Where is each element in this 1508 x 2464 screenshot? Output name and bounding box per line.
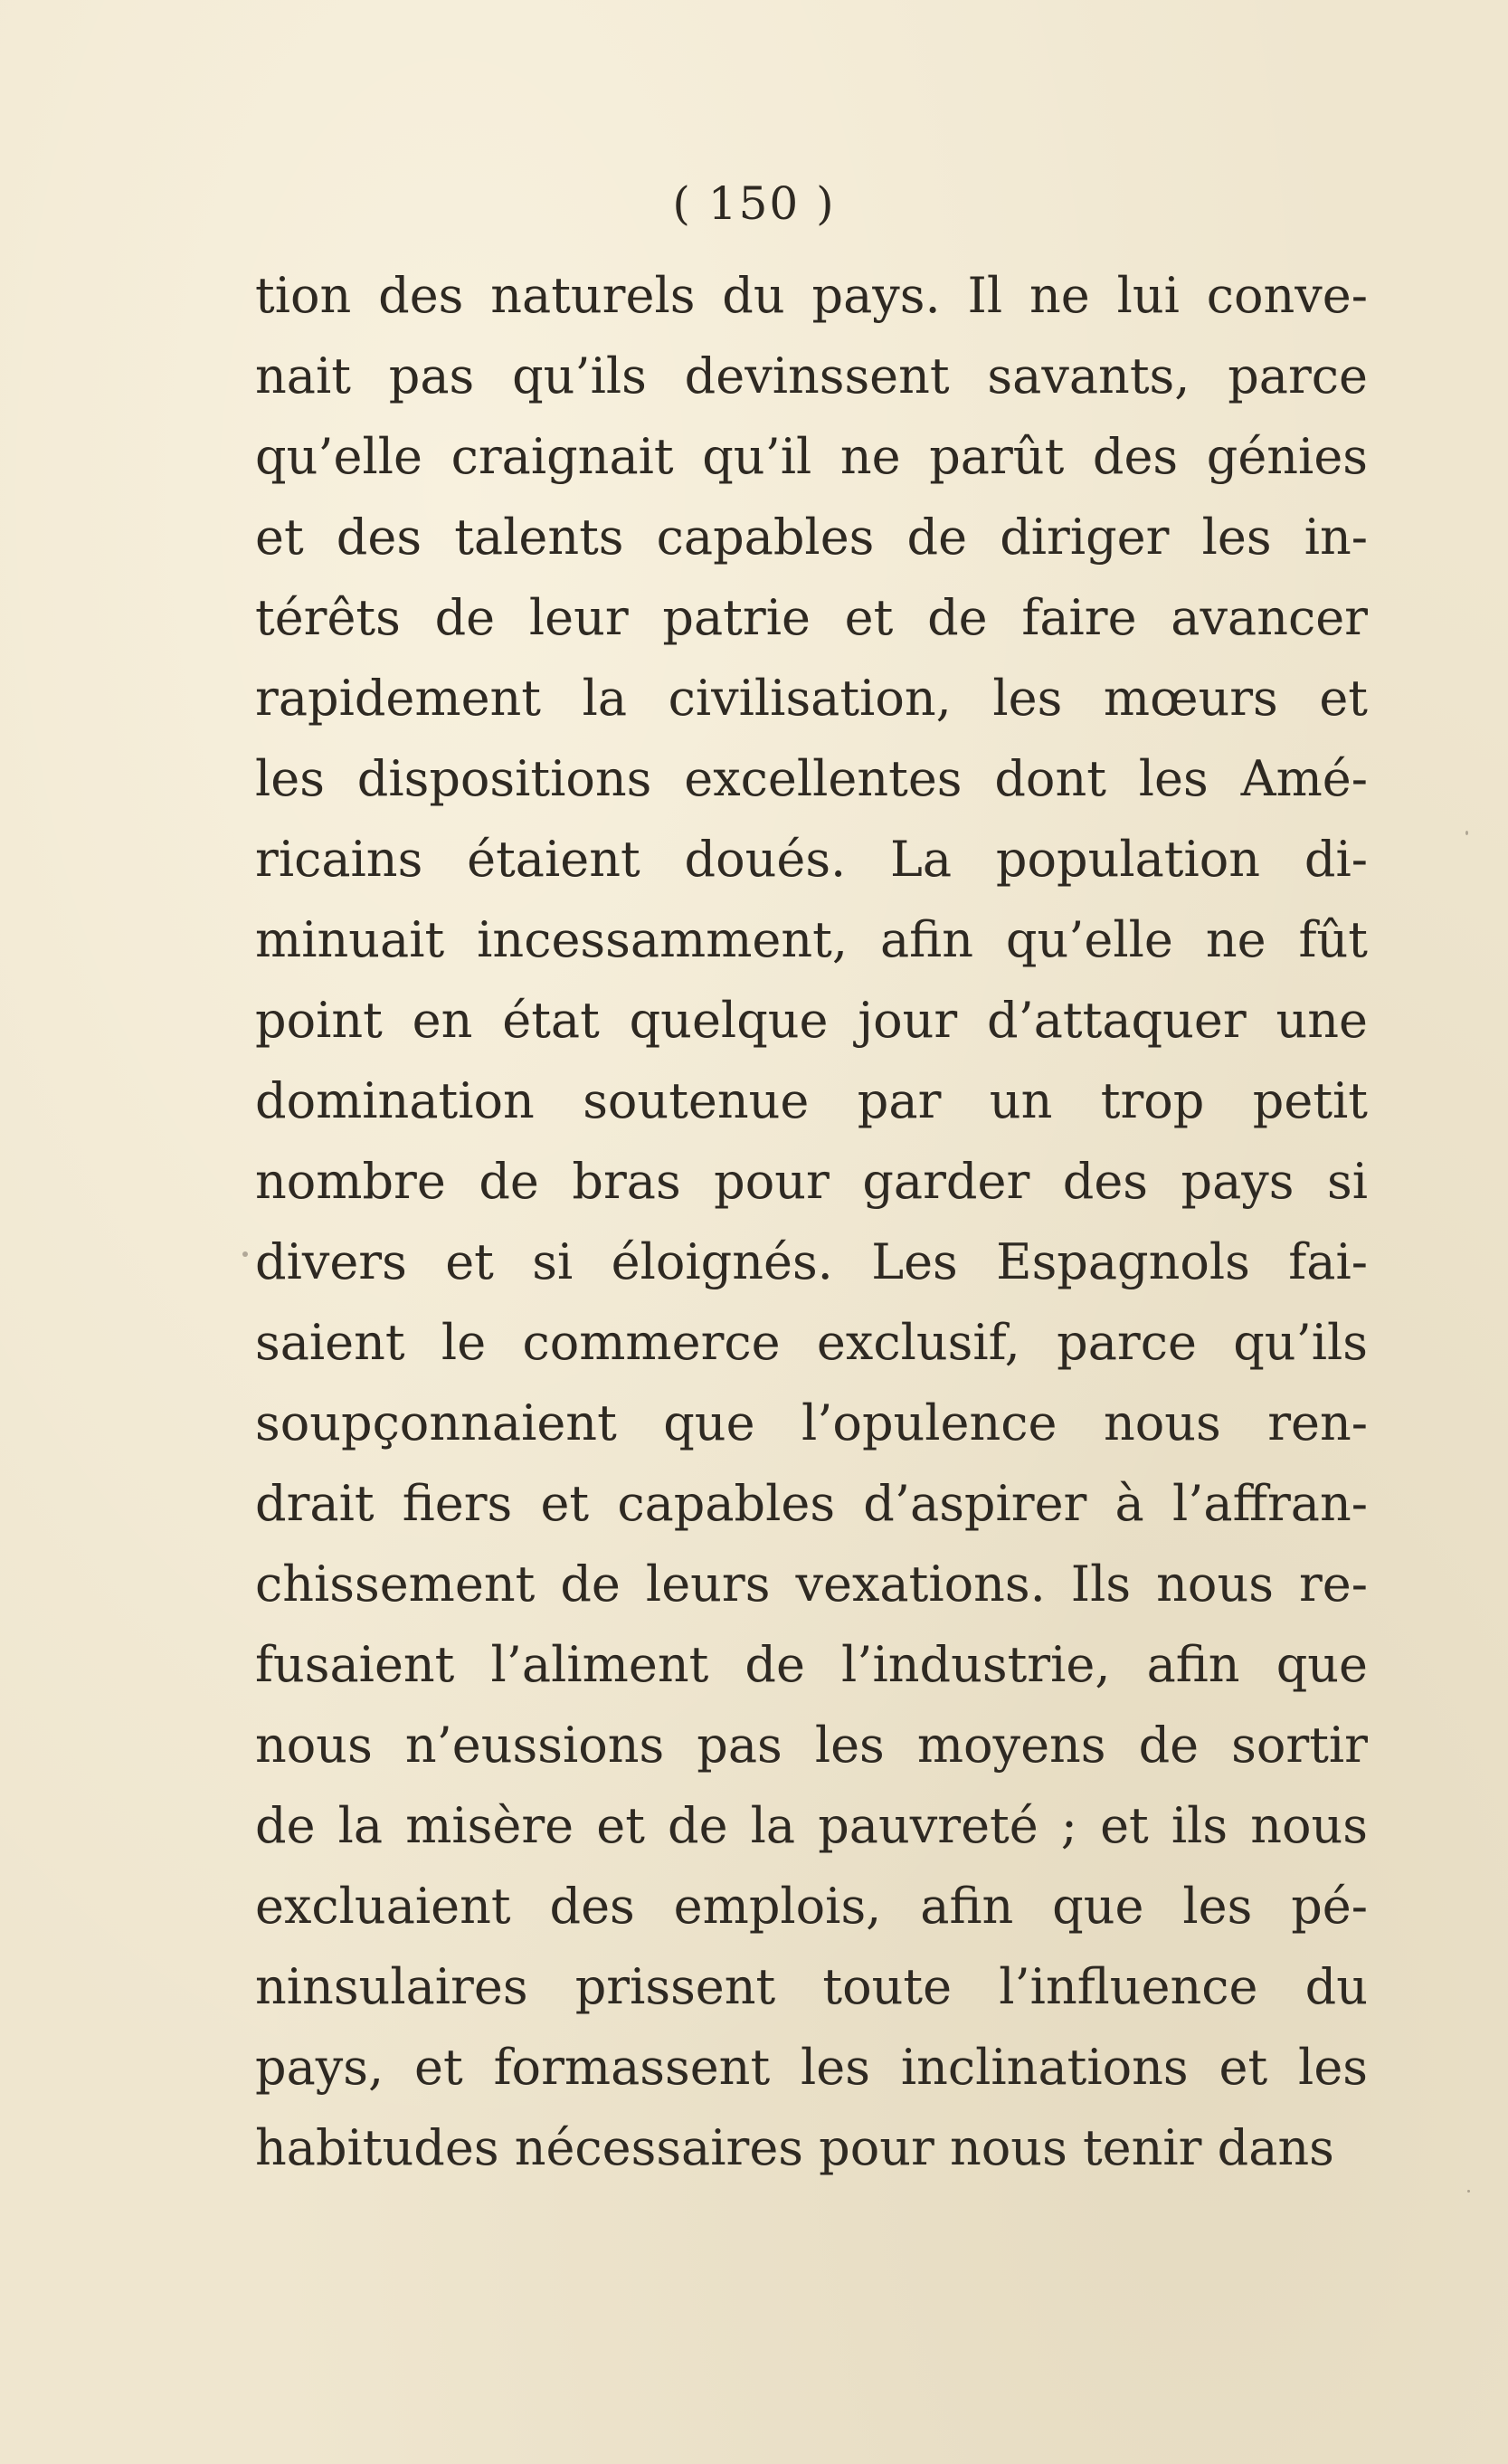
text-line-7: les dispositions excellentes dont les Amé- bbox=[255, 750, 1368, 807]
text-line-18: fusaient l’aliment de l’industrie, afin que bbox=[255, 1636, 1368, 1693]
text-line-14: saient le commerce exclusif, parce qu’ils bbox=[255, 1314, 1368, 1371]
text-line-21: excluaient des emplois, afin que les pé- bbox=[255, 1878, 1368, 1935]
text-line-24: habitudes nécessaires pour nous tenir dans bbox=[255, 2119, 1334, 2176]
text-line-16: drait fiers et capables d’aspirer à l’affran- bbox=[255, 1475, 1368, 1532]
text-line-9: minuait incessamment, afin qu’elle ne fût bbox=[255, 911, 1368, 968]
body-text bbox=[255, 255, 1368, 2188]
text-line-11: domination soutenue par un trop petit bbox=[255, 1072, 1368, 1129]
paper-speck bbox=[1465, 831, 1468, 835]
text-line-19: nous n’eussions pas les moyens de sortir bbox=[255, 1717, 1368, 1774]
text-line-3: qu’elle craignait qu’il ne parût des génies bbox=[255, 428, 1368, 485]
text-line-8: ricains étaient doués. La population di- bbox=[255, 831, 1368, 888]
text-line-4: et des talents capables de diriger les in- bbox=[255, 509, 1368, 566]
text-line-12: nombre de bras pour garder des pays si bbox=[255, 1153, 1368, 1210]
page-number: ( 150 ) bbox=[672, 177, 836, 230]
text-line-17: chissement de leurs vexations. Ils nous re- bbox=[255, 1555, 1368, 1613]
paper-speck bbox=[1467, 2190, 1470, 2193]
text-line-5: térêts de leur patrie et de faire avancer bbox=[255, 589, 1368, 646]
text-line-13: divers et si éloignés. Les Espagnols fai- bbox=[255, 1233, 1368, 1290]
text-line-10: point en état quelque jour d’attaquer une bbox=[255, 992, 1368, 1049]
text-line-6: rapidement la civilisation, les mœurs et bbox=[255, 670, 1368, 727]
paper-speck bbox=[242, 1251, 248, 1257]
text-line-20: de la misère et de la pauvreté ; et ils nous bbox=[255, 1797, 1368, 1854]
text-line-22: ninsulaires prissent toute l’influence du bbox=[255, 1958, 1368, 2015]
text-line-15: soupçonnaient que l’opulence nous ren- bbox=[255, 1394, 1368, 1451]
text-line-2: nait pas qu’ils devinssent savants, parce bbox=[255, 347, 1368, 404]
text-line-23: pays, et formassent les inclinations et les bbox=[255, 2039, 1368, 2096]
text-line-1: tion des naturels du pays. Il ne lui conve- bbox=[255, 267, 1368, 324]
